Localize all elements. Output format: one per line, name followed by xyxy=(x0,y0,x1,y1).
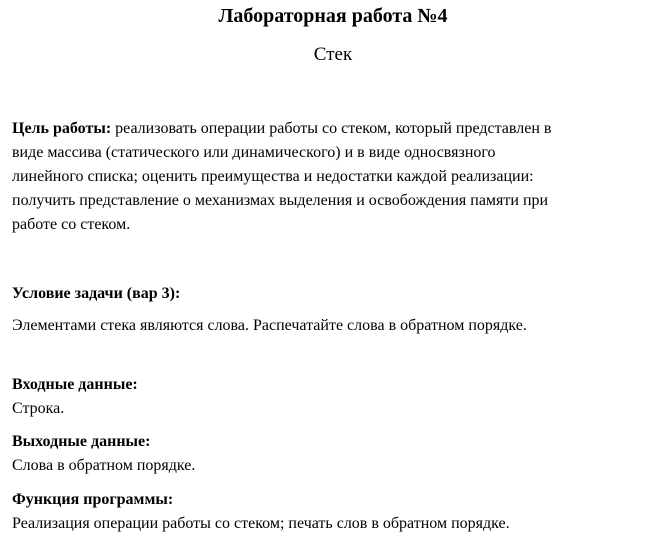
input-heading: Входные данные: xyxy=(12,376,138,393)
output-heading: Выходные данные: xyxy=(12,433,151,450)
output-text: Слова в обратном порядке. xyxy=(12,457,196,474)
task-heading: Условие задачи (вар 3): xyxy=(12,285,181,302)
goal-line-2: виде массива (статического или динамического) и в виде односвязного xyxy=(12,144,496,161)
goal-line-5: работе со стеком. xyxy=(12,216,131,233)
goal-label: Цель работы: xyxy=(12,120,112,137)
goal-line-1 xyxy=(12,117,662,141)
document-subtitle: Стек xyxy=(313,44,353,65)
goal-text-1: реализовать операции работы со стеком, который представлен в xyxy=(111,120,552,137)
document-title: Лабораторная работа №4 xyxy=(218,5,448,27)
function-heading: Функция программы: xyxy=(12,491,174,508)
goal-line-4: получить представление о механизмах выделения и освобождения памяти при xyxy=(12,192,549,209)
goal-paragraph xyxy=(12,117,662,237)
function-text: Реализация операции работы со стеком; печать слов в обратном порядке. xyxy=(12,515,510,532)
task-text: Элементами стека являются слова. Распечатайте слова в обратном порядке. xyxy=(12,317,527,334)
goal-line-3: линейного списка; оценить преимущества и недостатки каждой реализации: xyxy=(12,168,534,185)
input-text: Строка. xyxy=(12,400,65,417)
